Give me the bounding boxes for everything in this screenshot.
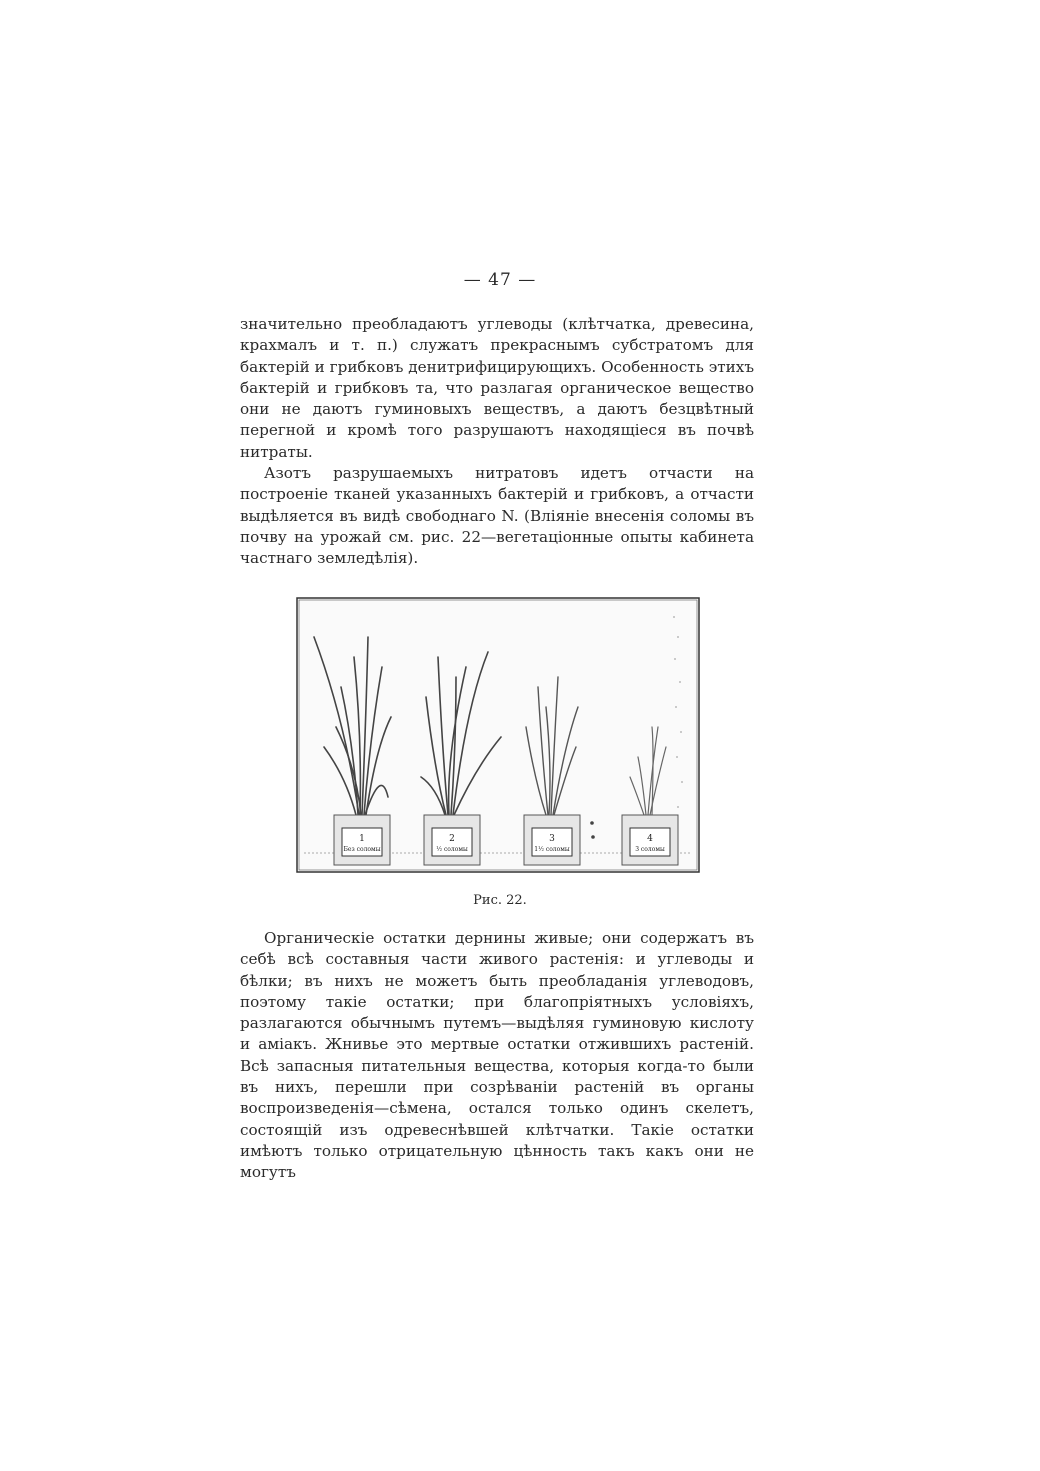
body-text-bottom bbox=[240, 928, 754, 1184]
paragraph-organic-residues: Органическіе остатки дернины живые; они содержатъ въ себѣ всѣ составныя части живого растенія: и углеводы и бѣлки; въ нихъ не можетъ быть преобладанія углеводовъ, поэтому такіе остатки; при благопріятныхъ условіяхъ, разлагаются обычнымъ путемъ—выдѣляя гуминовую кислоту и аміакъ. Жнивье это мертвые остатки отжившихъ растеній. Всѣ запасныя питательныя вещества, которыя когда-то были въ нихъ, перешли при созрѣваніи растеній въ органы воспроизведенія—сѣмена, остался только одинъ скелетъ, состоящій изъ одревеснѣвшей клѣтчатки. Такіе остатки имѣютъ только отрицательную цѣнность такъ какъ они не могутъ bbox=[240, 929, 754, 1182]
body-text-top bbox=[240, 314, 754, 570]
plant-3-pot bbox=[524, 815, 580, 865]
plant-4-pot-label: 3 соломы bbox=[635, 846, 665, 853]
figure-22-pot-experiment bbox=[296, 597, 700, 873]
paragraph-continued: значительно преобладаютъ углеводы (клѣтчатка, древесина, крахмалъ и т. п.) служатъ прекраснымъ субстратомъ для бактерій и грибковъ денитрифицирующихъ. Особенность этихъ бактерій и грибковъ та, что разлагая органическое вещество они не даютъ гуминовыхъ веществъ, а даютъ безцвѣтный перегной и кромѣ того разрушаютъ находящіеся въ почвѣ нитраты. bbox=[240, 315, 754, 461]
plant-1-pot-label: Без соломы bbox=[343, 846, 381, 853]
plant-2-pot-number: 2 bbox=[449, 834, 455, 844]
plant-3-pot-number: 3 bbox=[549, 834, 555, 844]
plant-3-pot-label: 1½ соломы bbox=[534, 846, 570, 853]
plant-2-pot bbox=[424, 815, 480, 865]
plant-4-pot-number: 4 bbox=[647, 834, 653, 844]
plant-2-pot-label: ½ соломы bbox=[436, 846, 468, 853]
plant-1-pot bbox=[334, 815, 390, 865]
plant-4-pot bbox=[622, 815, 678, 865]
page-number: — 47 — bbox=[463, 270, 537, 290]
plant-1-pot-number: 1 bbox=[359, 834, 365, 844]
paragraph-nitrates: Азотъ разрушаемыхъ нитратовъ идетъ отчасти на построеніе тканей указанныхъ бактерій и грибковъ, а отчасти выдѣляется въ видѣ свободнаго N. (Вліяніе внесенія соломы въ почву на урожай см. рис. 22—вегетаціонные опыты кабинета частнаго земледѣлія). bbox=[240, 464, 754, 568]
figure-caption: Рис. 22. bbox=[473, 893, 527, 908]
